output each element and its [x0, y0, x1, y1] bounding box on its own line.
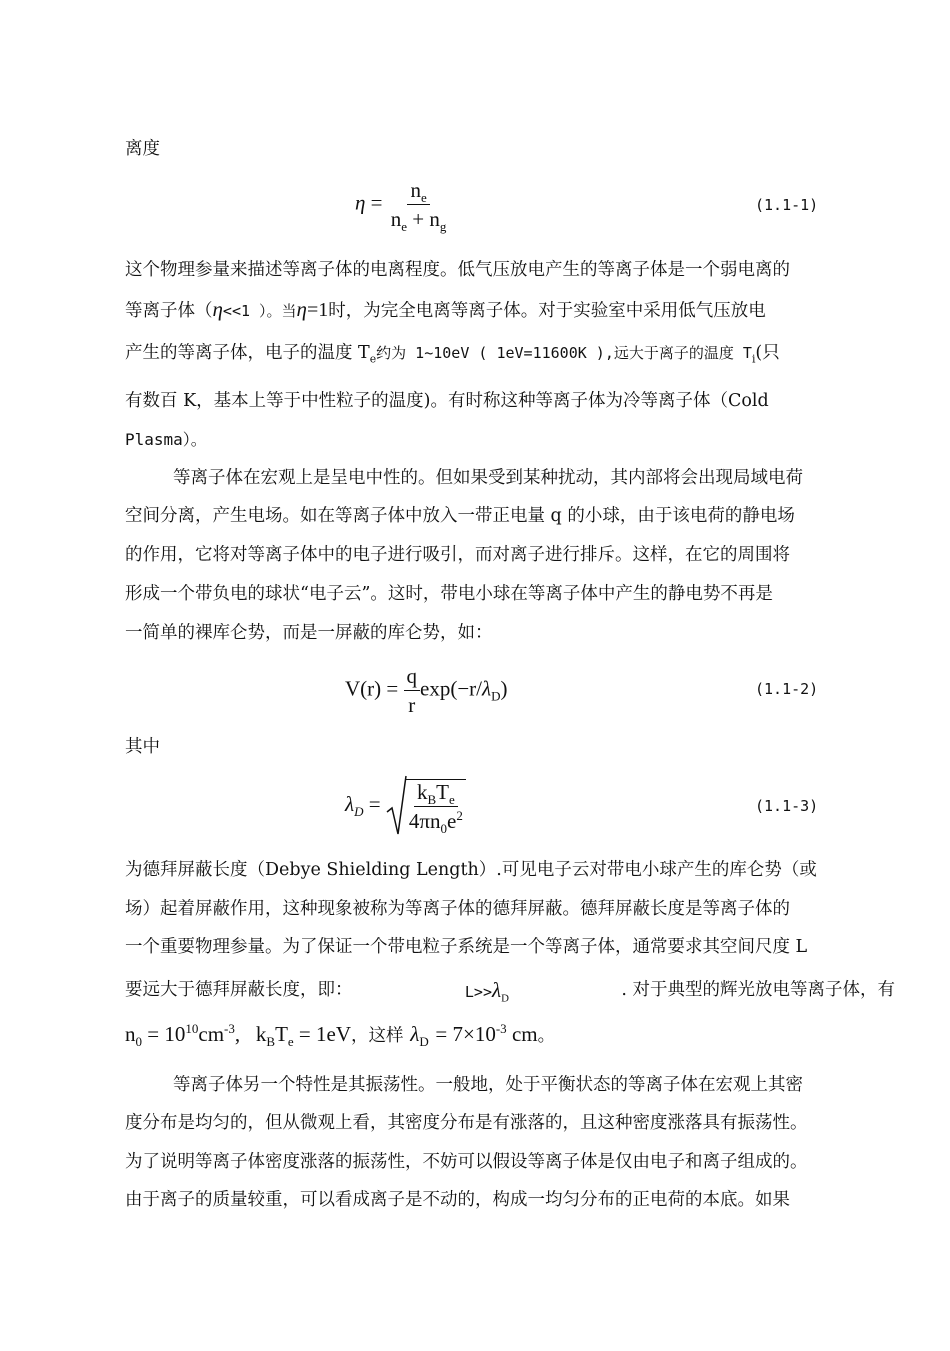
equation-number-1-3: (1.1-3): [755, 797, 819, 815]
equation-1-3: $\lambda_D$ = $\frac{k_BT_e}{4\pi n_0e^2}$: [345, 774, 466, 838]
sqrt-sign-icon: [386, 774, 408, 838]
equation-number-1-2: (1.1-2): [755, 680, 819, 698]
p4-line-3: 为了说明等离子体密度涨落的振荡性，不妨可以假设等离子体是仅由电子和离子组成的。: [125, 1152, 808, 1172]
p3-line-5: $n_0 = 10^{10}cm^{-3}$, $k_BT_e = 1eV$，这样 $\lambda_D = 7\times 10^{-3}$ cm。: [125, 1021, 556, 1050]
p1-line-3: 产生的等离子体，电子的温度 $T_e$约为 1~10eV ( 1eV=11600K ),远大于离子的温度 $T_i$(只: [125, 343, 780, 366]
p2-line-5: 一简单的裸库仑势，而是一屏蔽的库仑势，如：: [125, 623, 493, 643]
p4-line-2: 度分布是均匀的，但从微观上看，其密度分布是有涨落的，且这种密度涨落具有振荡性。: [125, 1113, 808, 1133]
p1-line-2: 等离子体（η<<1 ）。当η=1时，为完全电离等离子体。对于实验室中采用低气压放电: [125, 297, 766, 321]
qizhong-text: 其中: [125, 737, 160, 757]
p3-line-2: 场）起着屏蔽作用，这种现象被称为等离子体的德拜屏蔽。德拜屏蔽长度是等离子体的: [125, 899, 790, 919]
p3-line-4: 要远大于德拜屏蔽长度，即： $L>>\lambda_D$ . 对于典型的辉光放电等离子体，有: [125, 978, 895, 1005]
p1-line-1: 这个物理参量来描述等离子体的电离程度。低气压放电产生的等离子体是一个弱电离的: [125, 260, 790, 280]
p2-line-3: 的作用，它将对等离子体中的电子进行吸引，而对离子进行排斥。这样，在它的周围将: [125, 545, 790, 565]
p2-line-1: 等离子体在宏观上是呈电中性的。但如果受到某种扰动，其内部将会出现局域电荷: [173, 468, 803, 488]
equation-1-2: V(r) = $\frac{q}{r}$ $\exp(-r/\lambda_D)$: [345, 664, 508, 717]
heading-text: 离度: [125, 139, 160, 159]
p3-line-3: 一个重要物理参量。为了保证一个带电粒子系统是一个等离子体，通常要求其空间尺度 L: [125, 937, 808, 957]
equation-1-1: η = $\frac{n_e}{n_e + n_g}$: [355, 178, 447, 235]
p1-line-5: Plasma）。: [125, 430, 207, 449]
p1-line-4: 有数百 K，基本上等于中性粒子的温度)。有时称这种等离子体为冷等离子体（Cold: [125, 391, 769, 411]
p4-line-4: 由于离子的质量较重，可以看成离子是不动的，构成一均匀分布的正电荷的本底。如果: [125, 1190, 790, 1210]
p2-line-4: 形成一个带负电的球状“电子云”。这时，带电小球在等离子体中产生的静电势不再是: [125, 584, 773, 604]
equation-number-1-1: (1.1-1): [755, 196, 819, 214]
p2-line-2: 空间分离，产生电场。如在等离子体中放入一带正电量 q 的小球，由于该电荷的静电场: [125, 506, 795, 526]
p3-line-1: 为德拜屏蔽长度（Debye Shielding Length）.可见电子云对带电小球产生的库仑势（或: [125, 860, 817, 880]
p4-line-1: 等离子体另一个特性是其振荡性。一般地，处于平衡状态的等离子体在宏观上其密: [173, 1075, 803, 1095]
